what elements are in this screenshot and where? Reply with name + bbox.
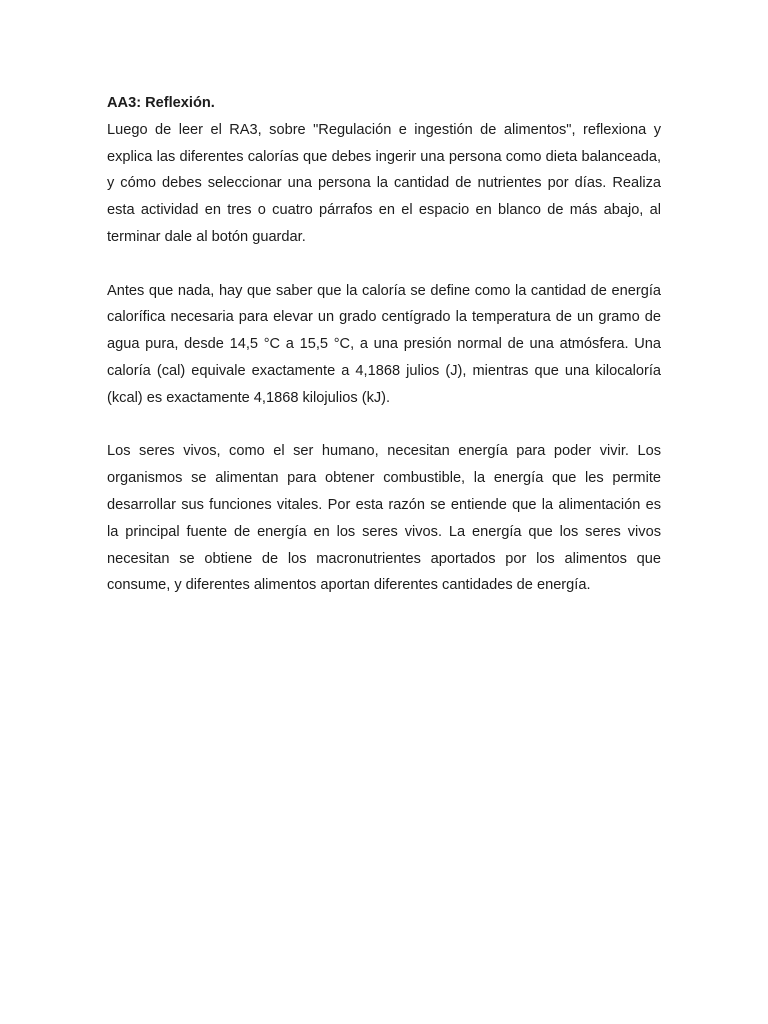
document-title: AA3: Reflexión. <box>107 95 215 111</box>
document-page <box>107 90 661 599</box>
paragraph-energy-living-beings: Los seres vivos, como el ser humano, necesitan energía para poder vivir. Los organismos se alimentan para obtener combustible, la energía que les permite desarrollar sus funciones vitales. Por esta razón se entiende que la alimentación es la principal fuente de energía en los seres vivos. La energía que los seres vivos necesitan se obtiene de los macronutrientes aportados por los alimentos que consume, y diferentes alimentos aportan diferentes cantidades de energía. <box>107 443 661 594</box>
paragraph-calorie-definition: Antes que nada, hay que saber que la caloría se define como la cantidad de energía calorífica necesaria para elevar un grado centígrado la temperatura de un gramo de agua pura, desde 14,5 °C a 15,5 °C, a una presión normal de una atmósfera. Una caloría (cal) equivale exactamente a 4,1868 julios (J), mientras que una kilocaloría (kcal) es exactamente 4,1868 kilojulios (kJ). <box>107 282 661 406</box>
paragraph-instructions: Luego de leer el RA3, sobre "Regulación e ingestión de alimentos", reflexiona y explica las diferentes calorías que debes ingerir una persona como dieta balanceada, y cómo debes seleccionar una persona la cantidad de nutrientes por días. Realiza esta actividad en tres o cuatro párrafos en el espacio en blanco de más abajo, al terminar dale al botón guardar. <box>107 121 661 245</box>
